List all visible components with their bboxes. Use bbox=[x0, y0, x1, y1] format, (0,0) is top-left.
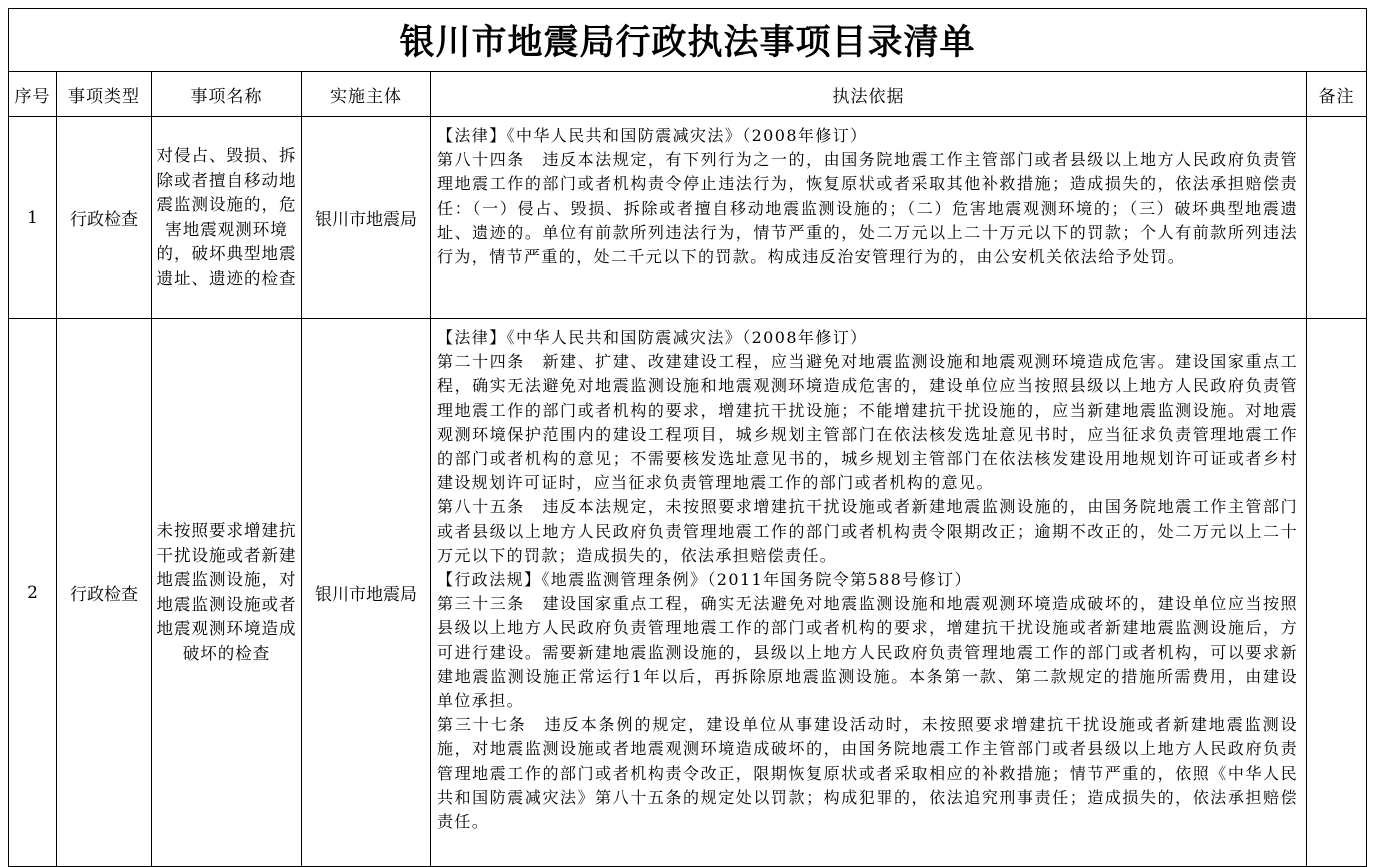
row-basis bbox=[431, 117, 1307, 319]
enforcement-catalog-table bbox=[8, 8, 1367, 867]
basis-paragraph: 第八十五条 违反本法规定，未按照要求增建抗干扰设施或者新建地震监测设施的，由国务院地震工作主管部门或者县级以上地方人民政府负责管理地震工作的部门或者机构责令限期改正；逾期不改正的，处二万元以上二十万元以下的罚款；造成损失的，依法承担赔偿责任。 bbox=[437, 497, 1298, 565]
row-type: 行政检查 bbox=[57, 319, 152, 867]
basis-paragraph: 第二十四条 新建、扩建、改建建设工程，应当避免对地震监测设施和地震观测环境造成危害。建设国家重点工程，确实无法避免对地震监测设施和地震观测环境造成危害的，建设单位应当按照县级以上地方人民政府负责管理地震工作的部门或者机构的要求，增建抗干扰设施；不能增建抗干扰设施的，应当新建地震监测设施。对地震观测环境保护范围内的建设工程项目，城乡规划主管部门在依法核发选址意见书时，应当征求负责管理地震工作的部门或者机构的意见；不需要核发选址意见书的，城乡规划主管部门在依法核发建设用地规划许可证或者乡村建设规划许可证时，应当征求负责管理地震工作的部门或者机构的意见。 bbox=[437, 352, 1298, 493]
row-entity: 银川市地震局 bbox=[302, 319, 431, 867]
header-basis: 执法依据 bbox=[431, 72, 1307, 117]
basis-paragraph: 第三十三条 建设国家重点工程，确实无法避免对地震监测设施和地震观测环境造成破坏的，建设单位应当按照县级以上地方人民政府负责管理地震工作的部门或者机构的要求，增建抗干扰设施或者新建地震监测设施后，方可进行建设。需要新建地震监测设施的，县级以上地方人民政府负责管理地震工作的部门或者机构，可以要求新建地震监测设施正常运行1年以后，再拆除原地震监测设施。本条第一款、第二款规定的措施所需费用，由建设单位承担。 bbox=[437, 594, 1298, 711]
header-type: 事项类型 bbox=[57, 72, 152, 117]
row-basis bbox=[431, 319, 1307, 867]
basis-paragraph: 【法律】《中华人民共和国防震减灾法》（2008年修订） bbox=[437, 126, 868, 145]
basis-paragraph: 【行政法规】《地震监测管理条例》（2011年国务院令第588号修订） bbox=[437, 570, 972, 590]
row-seq: 1 bbox=[9, 117, 57, 319]
header-seq: 序号 bbox=[9, 72, 57, 117]
basis-paragraph: 【法律】《中华人民共和国防震减灾法》（2008年修订） bbox=[437, 328, 868, 347]
row-seq: 2 bbox=[9, 319, 57, 867]
header-remark: 备注 bbox=[1307, 72, 1367, 117]
row-type: 行政检查 bbox=[57, 117, 152, 319]
table-row bbox=[9, 117, 1367, 319]
row-remark bbox=[1307, 117, 1367, 319]
row-name: 未按照要求增建抗干扰设施或者新建地震监测设施，对地震监测设施或者地震观测环境造成破坏的检查 bbox=[152, 319, 302, 867]
row-name: 对侵占、毁损、拆除或者擅自移动地震监测设施的，危害地震观测环境的，破坏典型地震遗址、遗迹的检查 bbox=[152, 117, 302, 319]
document-title: 银川市地震局行政执法事项目录清单 bbox=[9, 9, 1367, 72]
basis-paragraph: 第八十四条 违反本法规定，有下列行为之一的，由国务院地震工作主管部门或者县级以上地方人民政府负责管理地震工作的部门或者机构责令停止违法行为，恢复原状或者采取其他补救措施；造成损失的，依法承担赔偿责任：（一）侵占、毁损、拆除或者擅自移动地震监测设施的；（二）危害地震观测环境的；（三）破坏典型地震遗址、遗迹的。单位有前款所列违法行为，情节严重的，处二万元以上二十万元以下的罚款；个人有前款所列违法行为，情节严重的，处二千元以下的罚款。构成违反治安管理行为的，由公安机关依法给予处罚。 bbox=[437, 150, 1298, 267]
row-entity: 银川市地震局 bbox=[302, 117, 431, 319]
row-remark bbox=[1307, 319, 1367, 867]
table-row bbox=[9, 319, 1367, 867]
basis-paragraph: 第三十七条 违反本条例的规定，建设单位从事建设活动时，未按照要求增建抗干扰设施或者新建地震监测设施，对地震监测设施或者地震观测环境造成破坏的，由国务院地震工作主管部门或者县级以上地方人民政府负责管理地震工作的部门或者机构责令改正，限期恢复原状或者采取相应的补救措施；情节严重的，依照《中华人民共和国防震减灾法》第八十五条的规定处以罚款；构成犯罪的，依法追究刑事责任；造成损失的，依法承担赔偿责任。 bbox=[437, 715, 1298, 832]
header-entity: 实施主体 bbox=[302, 72, 431, 117]
header-name: 事项名称 bbox=[152, 72, 302, 117]
header-row bbox=[9, 72, 1367, 117]
